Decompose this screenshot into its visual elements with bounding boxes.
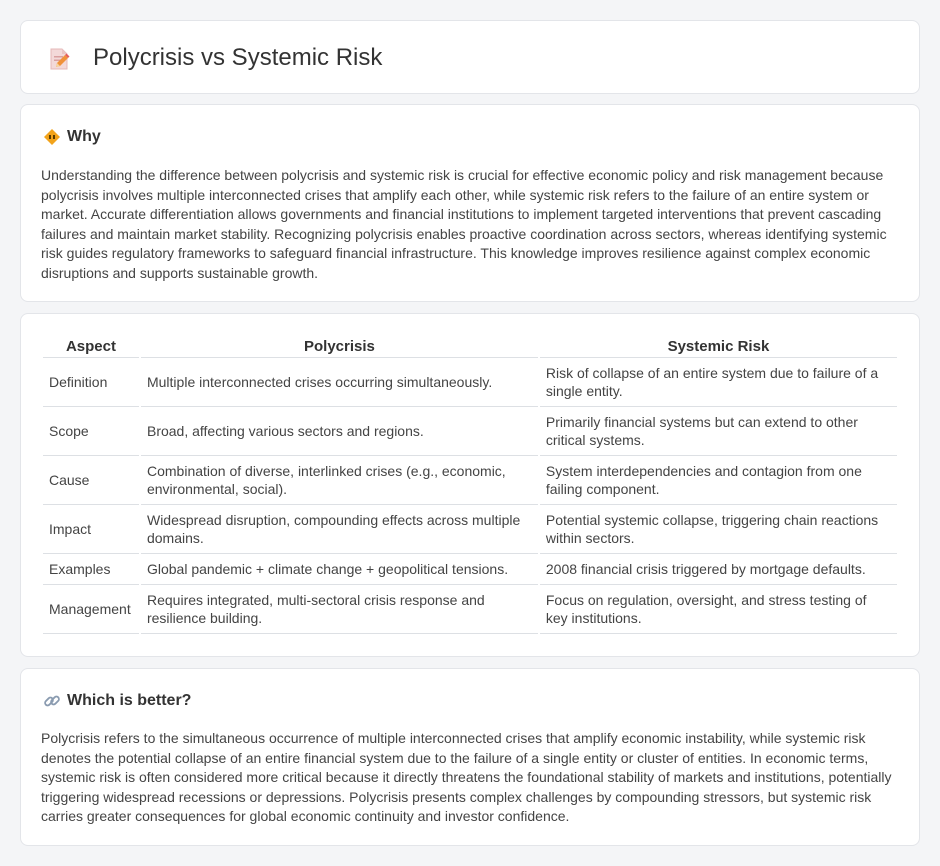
which-is-better-card xyxy=(20,668,920,846)
comparison-card xyxy=(20,313,920,657)
why-text: Understanding the difference between polycrisis and systemic risk is crucial for effective economic policy and risk management because polycrisis involves multiple interconnected crises that amplify each other, while systemic risk refers to the failure of an entire system or market. Accurate differentiation allows governments and financial institutions to implement targeted interventions that prevent cascading failures and maintain market stability. Recognizing polycrisis enables proactive coordination across sectors, whereas identifying systemic risk guides regulatory frameworks to safeguard financial infrastructure. This knowledge improves resilience against complex economic disruptions and supports sustainable growth. xyxy=(41,167,887,281)
better-text: Polycrisis refers to the simultaneous occurrence of multiple interconnected crises that amplify economic instability, while systemic risk denotes the potential collapse of an entire financial system due to the failure of a single entity or cluster of entities. In economic terms, systemic risk is often considered more critical because it directly threatens the foundational stability of markets and institutions, potentially triggering widespread recessions or depressions. Polycrisis presents complex challenges by compounding stressors, but systemic risk carries greater consequences for global economic continuity and investor confidence. xyxy=(41,730,892,824)
diamond-warning-icon xyxy=(43,128,61,146)
document-pencil-icon xyxy=(47,47,71,71)
cell-polycrisis: Multiple interconnected crises occurring simultaneously. xyxy=(141,358,538,407)
header-polycrisis: Polycrisis xyxy=(141,334,538,358)
why-heading xyxy=(43,127,101,147)
cell-polycrisis: Global pandemic + climate change + geopolitical tensions. xyxy=(141,554,538,585)
better-heading xyxy=(43,691,191,711)
cell-aspect: Management xyxy=(43,585,139,634)
table-row xyxy=(43,585,897,634)
cell-polycrisis: Requires integrated, multi-sectoral crisis response and resilience building. xyxy=(141,585,538,634)
table-row xyxy=(43,554,897,585)
header-systemic-risk: Systemic Risk xyxy=(540,334,897,358)
cell-systemic: Focus on regulation, oversight, and stress testing of key institutions. xyxy=(540,585,897,634)
table-header-row xyxy=(43,334,897,358)
header-card xyxy=(20,20,920,94)
cell-systemic: 2008 financial crisis triggered by mortgage defaults. xyxy=(540,554,897,585)
cell-polycrisis: Broad, affecting various sectors and regions. xyxy=(141,407,538,456)
cell-aspect: Examples xyxy=(43,554,139,585)
cell-systemic: Primarily financial systems but can extend to other critical systems. xyxy=(540,407,897,456)
cell-systemic: Potential systemic collapse, triggering chain reactions within sectors. xyxy=(540,505,897,554)
cell-polycrisis: Widespread disruption, compounding effects across multiple domains. xyxy=(141,505,538,554)
cell-systemic: Risk of collapse of an entire system due to failure of a single entity. xyxy=(540,358,897,407)
cell-aspect: Impact xyxy=(43,505,139,554)
comparison-table xyxy=(41,334,899,634)
table-row xyxy=(43,505,897,554)
why-title: Why xyxy=(67,128,101,145)
cell-polycrisis: Combination of diverse, interlinked crises (e.g., economic, environmental, social). xyxy=(141,456,538,505)
cell-aspect: Definition xyxy=(43,358,139,407)
table-row xyxy=(43,456,897,505)
why-card xyxy=(20,104,920,302)
table-row xyxy=(43,407,897,456)
header-aspect: Aspect xyxy=(43,334,139,358)
better-title: Which is better? xyxy=(67,692,192,709)
link-icon xyxy=(43,692,61,710)
table-row xyxy=(43,358,897,407)
page-title: Polycrisis vs Systemic Risk xyxy=(93,44,383,71)
cell-systemic: System interdependencies and contagion from one failing component. xyxy=(540,456,897,505)
cell-aspect: Cause xyxy=(43,456,139,505)
cell-aspect: Scope xyxy=(43,407,139,456)
